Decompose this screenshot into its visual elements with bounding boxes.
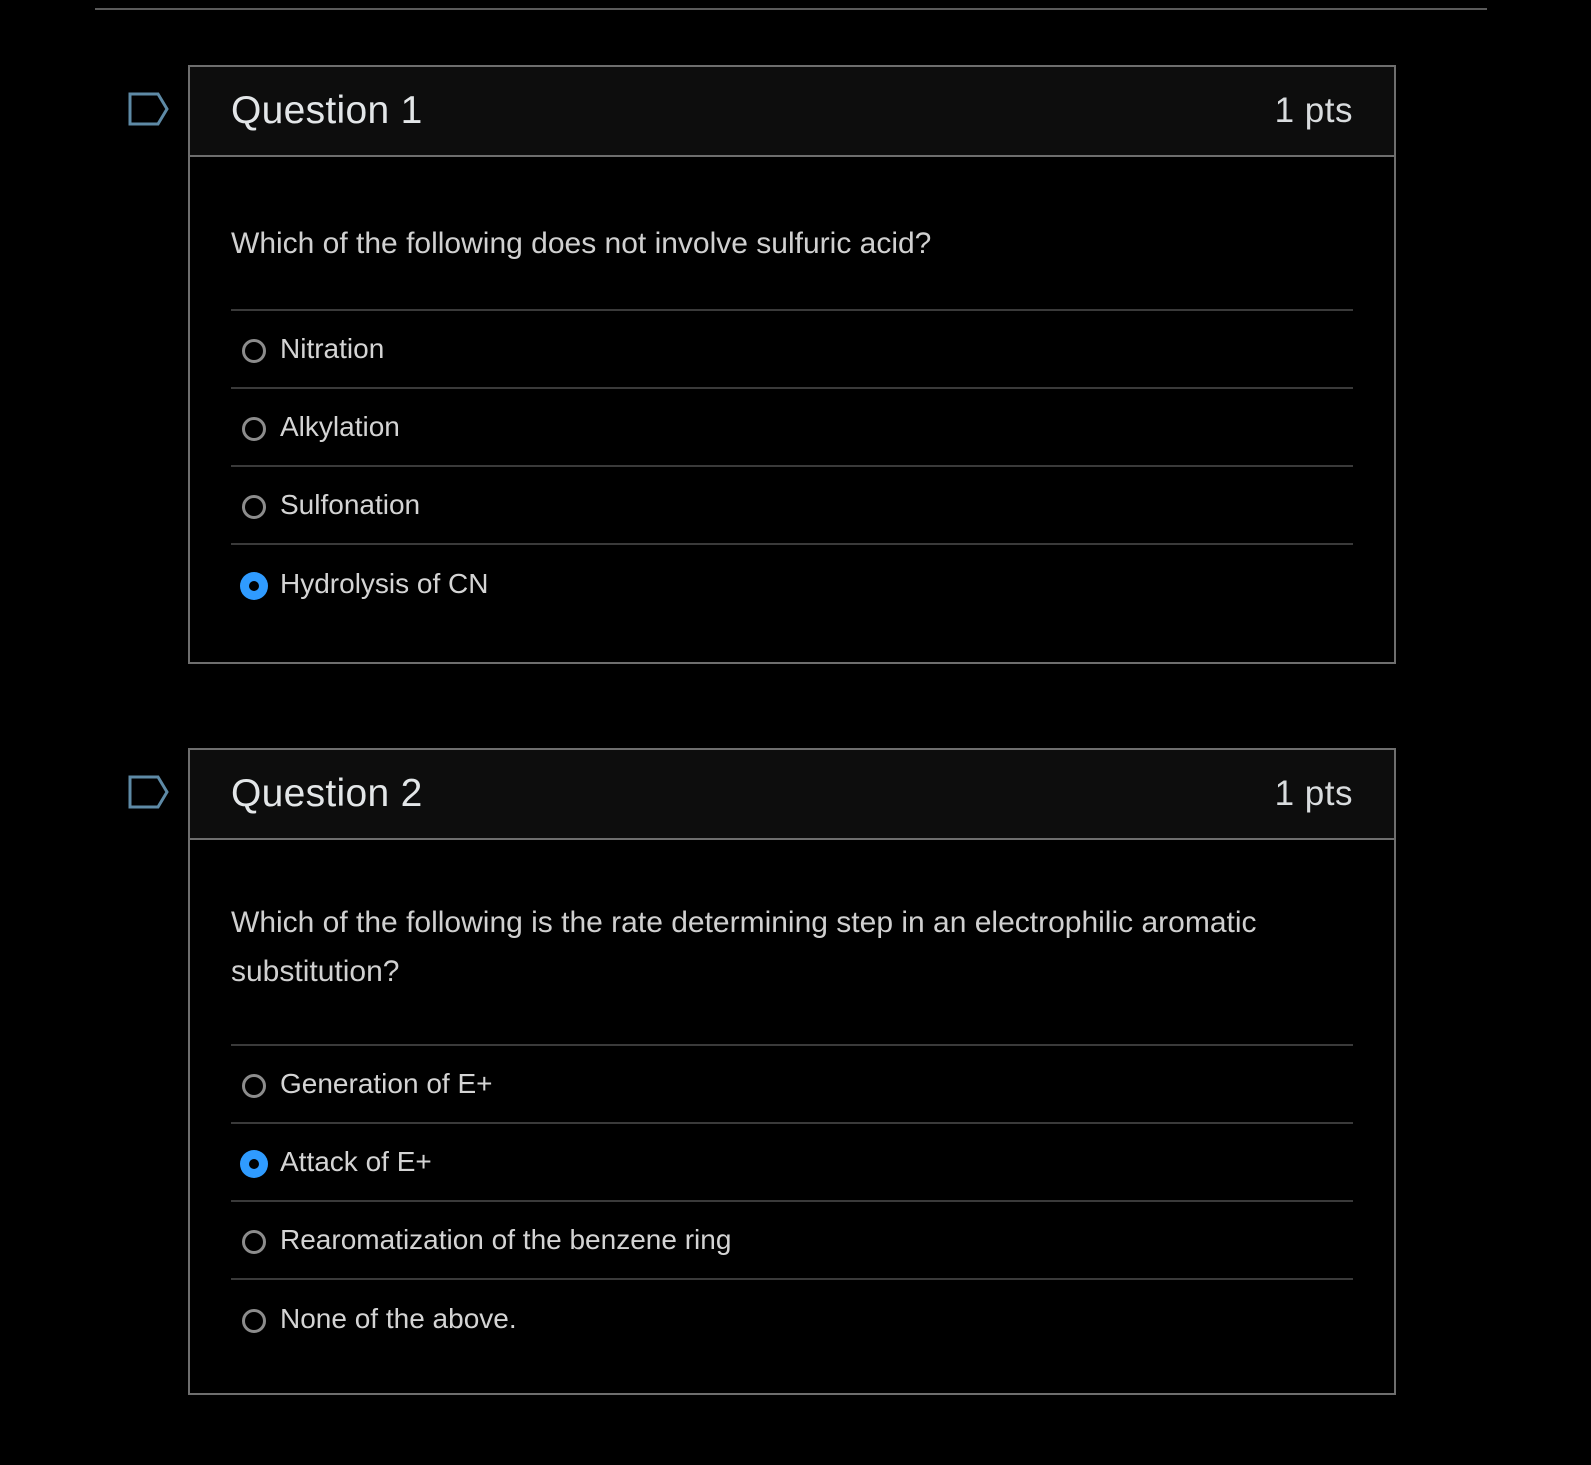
question-card-1: [188, 65, 1396, 664]
answer-label: Nitration: [280, 333, 385, 364]
question-text: Which of the following does not involve sulfuric acid?: [231, 227, 932, 260]
answer-label: Alkylation: [280, 411, 400, 442]
radio-button[interactable]: [242, 417, 266, 441]
answer-option[interactable]: [231, 1046, 1353, 1124]
radio-button[interactable]: [242, 1309, 266, 1333]
question-header: [190, 67, 1394, 157]
question-points: 1 pts: [1274, 774, 1353, 813]
question-text: Which of the following is the rate determining step in an electrophilic aromatic substitution?: [231, 906, 1257, 988]
radio-button[interactable]: [242, 1074, 266, 1098]
answer-label: None of the above.: [280, 1303, 517, 1334]
answer-option[interactable]: [231, 1202, 1353, 1280]
answer-list: [231, 1044, 1353, 1358]
question-body: [190, 157, 1394, 623]
answer-label: Sulfonation: [280, 489, 421, 520]
question-body: [190, 840, 1394, 1358]
radio-button-selected[interactable]: [240, 572, 268, 600]
radio-button[interactable]: [242, 1230, 266, 1254]
answer-label: Hydrolysis of CN: [280, 568, 489, 599]
answer-option[interactable]: [231, 545, 1353, 623]
question-points: 1 pts: [1274, 91, 1353, 130]
answer-label: Rearomatization of the benzene ring: [280, 1224, 732, 1255]
answer-option[interactable]: [231, 311, 1353, 389]
answer-option[interactable]: [231, 1124, 1353, 1202]
question-header: [190, 750, 1394, 840]
answer-list: [231, 309, 1353, 623]
question-title: Question 1: [231, 89, 423, 132]
answer-label: Attack of E+: [280, 1146, 432, 1177]
top-divider: [95, 8, 1487, 10]
question-title: Question 2: [231, 772, 423, 815]
flag-icon[interactable]: [128, 775, 170, 809]
flag-icon[interactable]: [128, 92, 170, 126]
answer-option[interactable]: [231, 1280, 1353, 1358]
answer-option[interactable]: [231, 467, 1353, 545]
answer-label: Generation of E+: [280, 1068, 493, 1099]
answer-option[interactable]: [231, 389, 1353, 467]
radio-button-selected[interactable]: [240, 1150, 268, 1178]
radio-button[interactable]: [242, 495, 266, 519]
radio-button[interactable]: [242, 339, 266, 363]
question-card-2: [188, 748, 1396, 1395]
